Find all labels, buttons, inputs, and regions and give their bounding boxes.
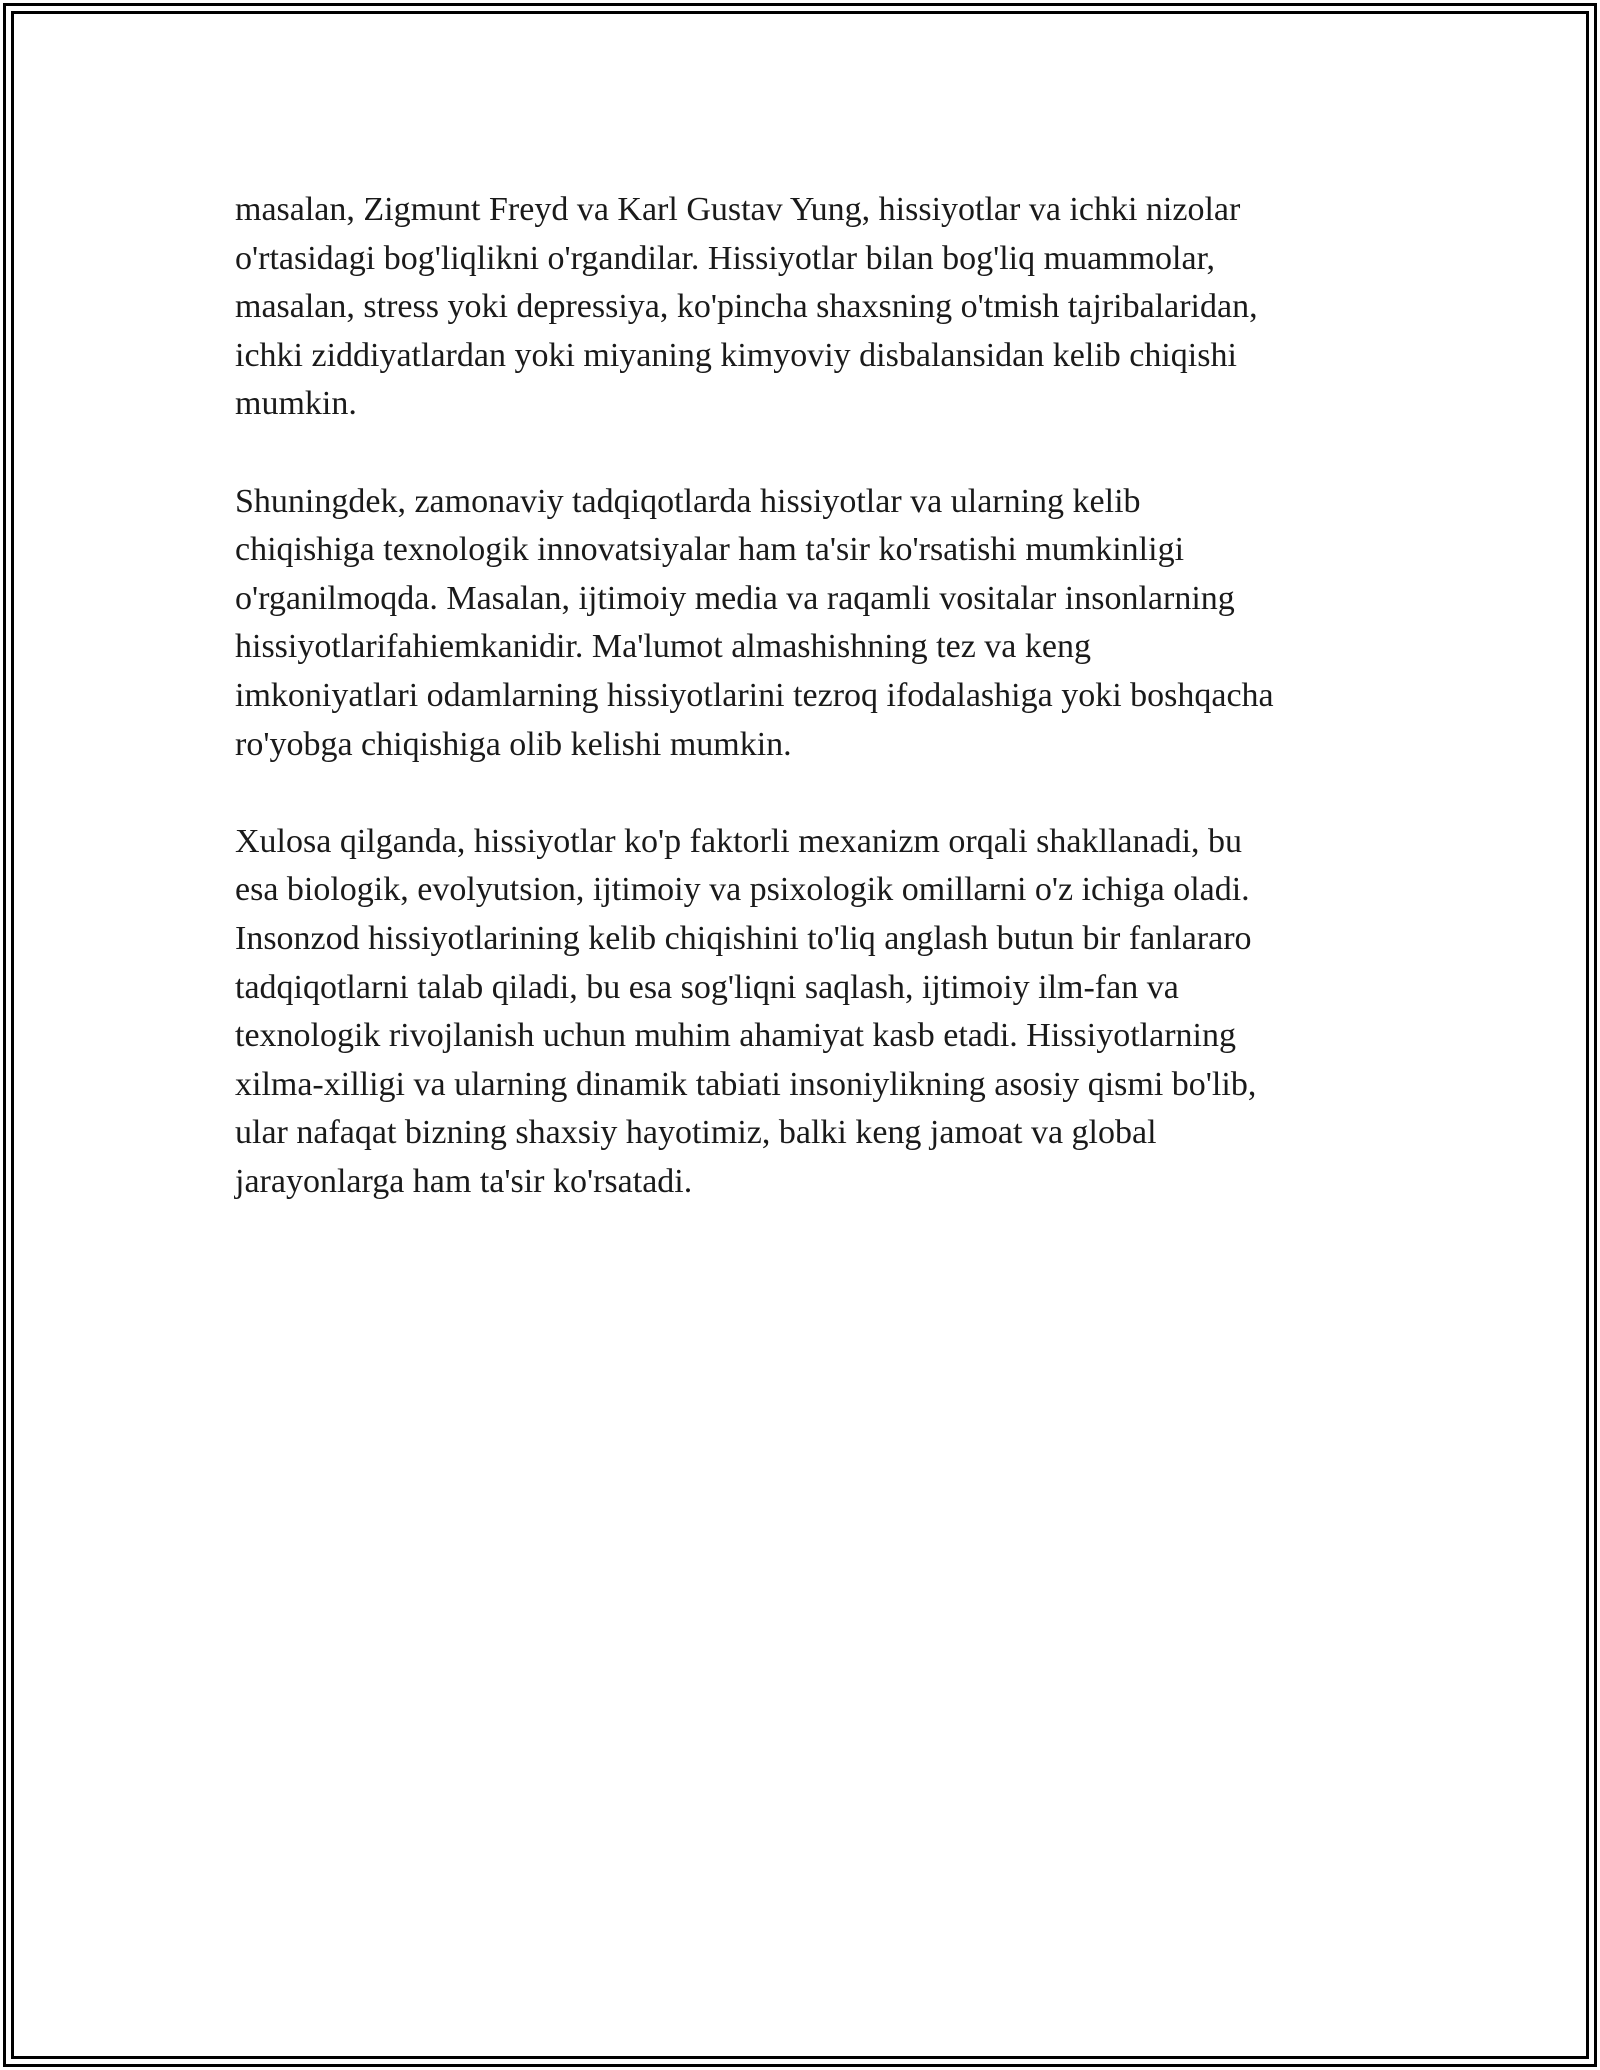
paragraph-1: masalan, Zigmunt Freyd va Karl Gustav Yung, hissiyotlar va ichki nizolar o'rtasidagi bog'liqlikni o'rgandilar. Hissiyotlar bilan bog'liq muammolar, masalan, stress yoki depressiya, ko'pincha shaxsning o'tmish tajribalaridan, ichki ziddiyatlardan yoki miyaning kimyoviy disbalansidan kelib chiqishi mumkin. bbox=[235, 191, 1258, 423]
paragraph-3: Xulosa qilganda, hissiyotlar ko'p faktorli mexanizm orqali shakllanadi, bu esa biologik, evolyutsion, ijtimoiy va psixologik omillarni o'z ichiga oladi. Insonzod hissiyotlarining kelib chiqishini to'liq anglash butun bir fanlararo tadqiqotlarni talab qiladi, bu esa sog'liqni saqlash, ijtimoiy ilm-fan va texnologik rivojlanish uchun muhim ahamiyat kasb etadi. Hissiyotlarning xilma-xilligi va ularning dinamik tabiati insoniylikning asosiy qismi bo'lib, ular nafaqat bizning shaxsiy hayotimiz, balki keng jamoat va global jarayonlarga ham ta'sir ko'rsatadi. bbox=[235, 822, 1257, 1200]
paragraph-2: Shuningdek, zamonaviy tadqiqotlarda hissiyotlar va ularning kelib chiqishiga texnologik innovatsiyalar ham ta'sir ko'rsatishi mumkinligi o'rganilmoqda. Masalan, ijtimoiy media va raqamli vositalar insonlarning hissiyotlarifahiemkanidir. Ma'lumot almashishning tez va keng imkoniyatlari odamlarning hissiyotlarini tezroq ifodalashiga yoki boshqacha ro'yobga chiqishiga olib kelishi mumkin. bbox=[235, 482, 1274, 763]
document-body bbox=[235, 186, 1375, 1255]
